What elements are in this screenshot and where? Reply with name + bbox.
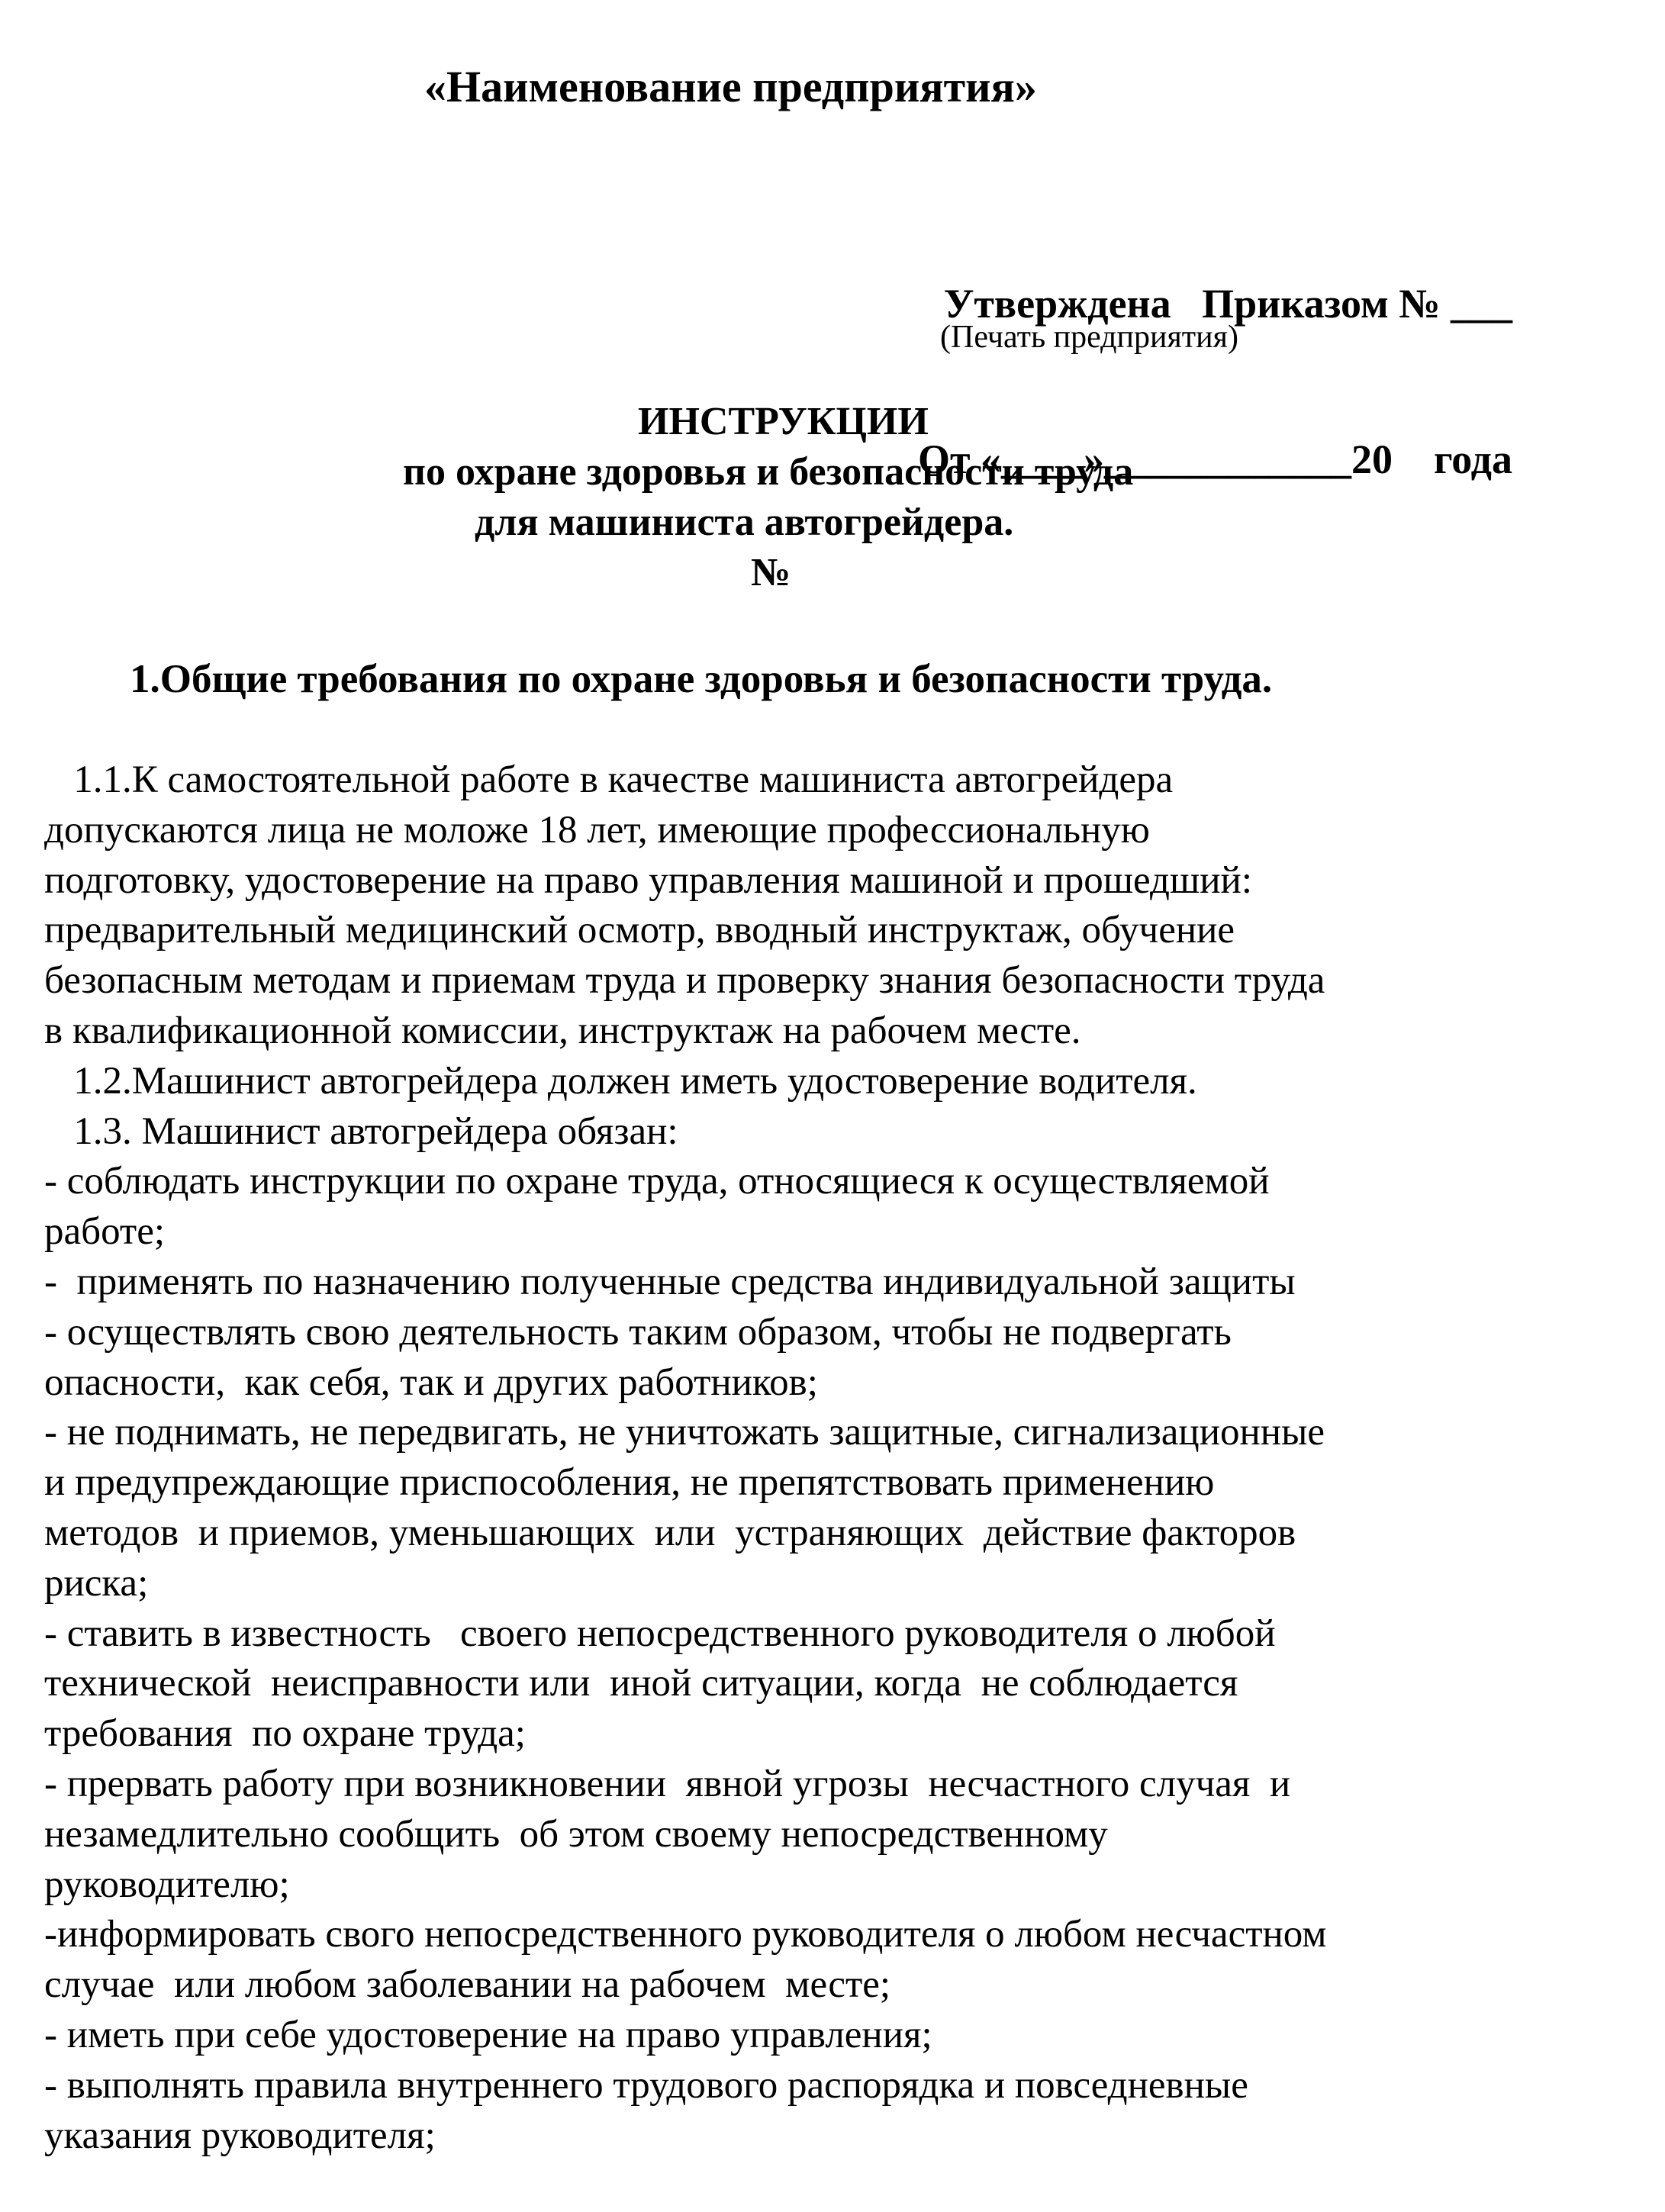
- section-heading: 1.Общие требования по охране здоровья и безопасности труда.: [130, 657, 1273, 701]
- title-line-2: по охране здоровья и безопасности труда: [403, 450, 1134, 494]
- body-line: руководителю;: [44, 1863, 290, 1906]
- approval-date-line: От «____»____________20 года: [918, 436, 1512, 482]
- enterprise-name: «Наименование предприятия»: [424, 62, 1037, 111]
- body-line: - прервать работу при возникновении явной угрозы несчастного случая и: [44, 1762, 1291, 1805]
- body-line: 1.2.Машинист автогрейдера должен иметь удостоверение водителя.: [44, 1059, 1197, 1103]
- body-line: подготовку, удостоверение на право управления машиной и прошедший:: [44, 858, 1252, 902]
- body-line: -информировать свого непосредственного руководителя о любом несчастном: [44, 1913, 1327, 1956]
- body-line: - выполнять правила внутреннего трудового распорядка и повседневные: [44, 2063, 1248, 2107]
- seal-note: (Печать предприятия): [940, 320, 1238, 355]
- body-line: в квалификационной комиссии, инструктаж на рабочем месте.: [44, 1009, 1081, 1052]
- body-line: безопасным методам и приемам труда и проверку знания безопасности труда: [44, 959, 1325, 1003]
- section-body: [44, 755, 1631, 2161]
- title-line-1: ИНСТРУКЦИИ: [638, 400, 929, 443]
- body-line: опасности, как себя, так и других работников;: [44, 1360, 818, 1404]
- body-line: 1.1.К самостоятельной работе в качестве машиниста автогрейдера: [44, 758, 1174, 801]
- body-line: случае или любом заболевании на рабочем месте;: [44, 1963, 891, 2007]
- body-line: указания руководителя;: [44, 2114, 436, 2157]
- body-line: 1.3. Машинист автогрейдера обязан:: [44, 1109, 678, 1153]
- body-line: риска;: [44, 1561, 149, 1605]
- body-line: - ставить в известность своего непосредственного руководителя о любой: [44, 1612, 1276, 1655]
- body-line: требования по охране труда;: [44, 1712, 526, 1756]
- body-line: технической неисправности или иной ситуации, когда не соблюдается: [44, 1662, 1238, 1705]
- body-line: - не поднимать, не передвигать, не уничтожать защитные, сигнализационные: [44, 1411, 1325, 1454]
- body-line: предварительный медицинский осмотр, вводный инструктаж, обучение: [44, 909, 1235, 952]
- approval-order-line: Утверждена Приказом № ___: [943, 281, 1512, 327]
- title-number: №: [751, 551, 791, 594]
- body-line: - соблюдать инструкции по охране труда, относящиеся к осуществляемой: [44, 1160, 1270, 1203]
- body-line: допускаются лица не моложе 18 лет, имеющие профессиональную: [44, 808, 1150, 852]
- body-line: - иметь при себе удостоверение на право управления;: [44, 2013, 932, 2056]
- body-line: работе;: [44, 1210, 166, 1254]
- title-line-3: для машиниста автогрейдера.: [475, 501, 1014, 544]
- body-line: методов и приемов, уменьшающих или устраняющих действие факторов: [44, 1511, 1296, 1554]
- body-line: - осуществлять свою деятельность таким образом, чтобы не подвергать: [44, 1310, 1232, 1354]
- body-line: - применять по назначению полученные средства индивидуальной защиты: [44, 1260, 1296, 1303]
- body-line: незамедлительно сообщить об этом своему непосредственному: [44, 1812, 1108, 1856]
- body-line: и предупреждающие приспособления, не препятствовать применению: [44, 1461, 1215, 1505]
